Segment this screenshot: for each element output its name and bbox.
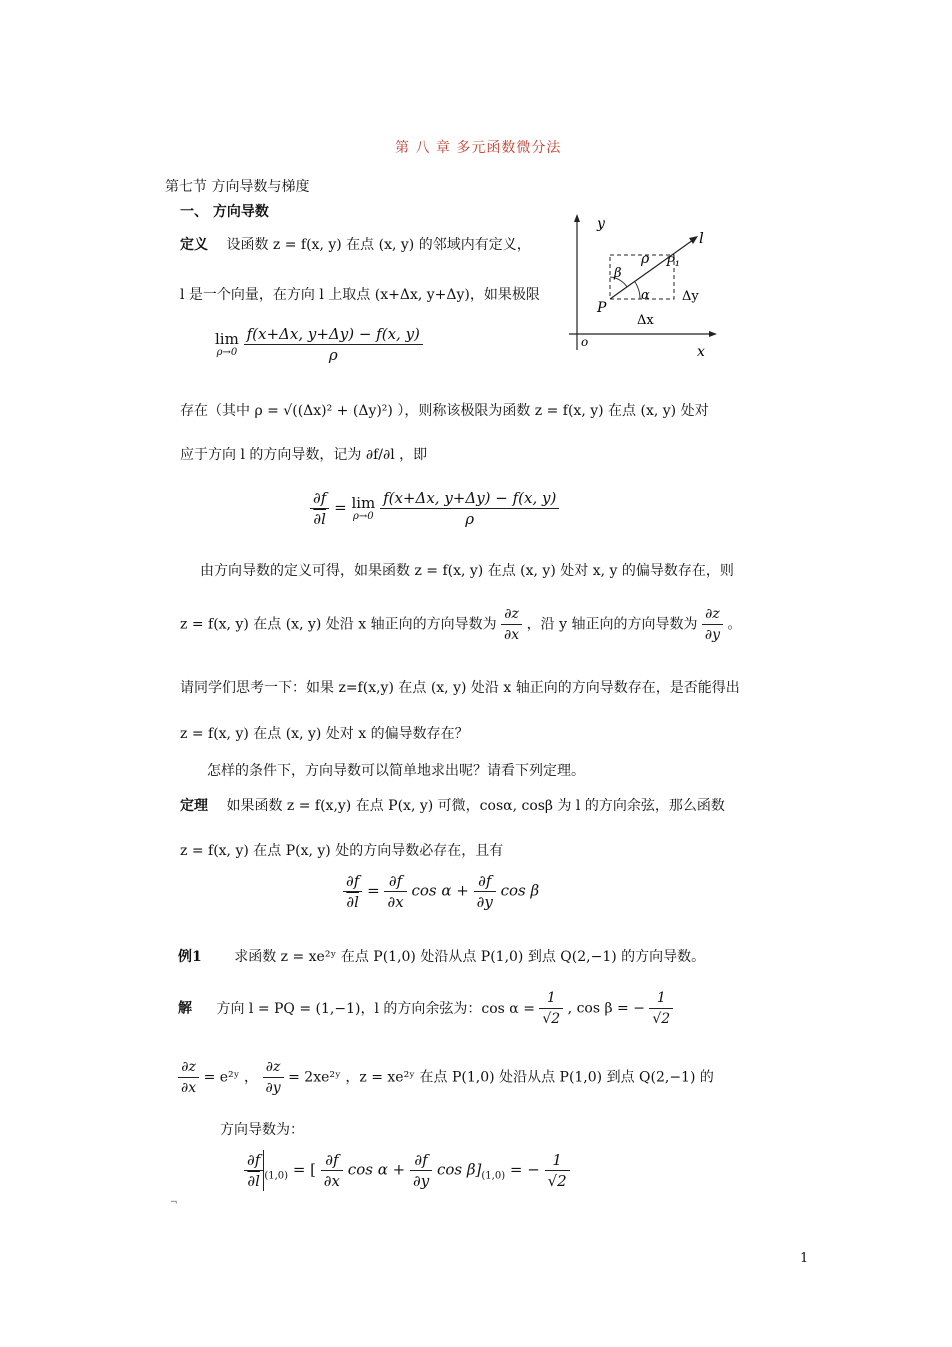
paragraph-4: z = f(x, y) 在点 (x, y) 处对 x 的偏导数存在？ xyxy=(180,726,469,742)
theorem-formula: $\frac{\partial f}{\partial l}$ = $\frac{\partial f}{\partial x}$ cos α + $\frac{\partial f}{\partial y}$ cos β xyxy=(343,871,539,912)
section-title: 第七节 方向导数与梯度 xyxy=(165,179,310,195)
label-x: x xyxy=(697,344,705,360)
definition-label: 定义 xyxy=(180,237,208,253)
limit-operator: lim ρ→0 xyxy=(215,330,239,358)
directional-derivative-definition: $\frac{\partial f}{\partial l}$ = lim ρ→0 $\frac{f(x+\Delta x, y+\Delta y) - f(x, y)}{\rho}$ xyxy=(310,488,559,529)
example-1: 例1 求函数 z = xe²ʸ 在点 P(1,0) 处沿从点 P(1,0) 到点 Q(2,−1) 的方向导数。 xyxy=(178,949,706,965)
paragraph-mark: ¬ xyxy=(170,1198,178,1208)
definition-line4: 应于方向 l 的方向导数，记为 ∂f/∂l ，即 xyxy=(180,447,428,463)
direction-diagram xyxy=(565,210,725,360)
label-dy: Δy xyxy=(682,289,699,304)
solution-label: 解 xyxy=(178,1000,192,1017)
solution-line1: 解 方向 l = PQ = (1,−1)，l 的方向余弦为：cos α = $\frac{1}{√2}$ , cos β = − $\frac{1}{√2}$ xyxy=(178,988,673,1029)
theorem-line1: 定理 如果函数 z = f(x,y) 在点 P(x, y) 可微，cosα, cosβ 为 l 的方向余弦，那么函数 xyxy=(180,798,725,814)
definition-limit xyxy=(215,324,423,365)
vector-l-line xyxy=(610,240,693,299)
definition-line1: 定义 设函数 z = f(x, y) 在点 (x, y) 的邻域内有定义， xyxy=(180,237,531,253)
label-beta: β xyxy=(614,266,622,281)
x-axis-arrow-icon xyxy=(709,331,717,337)
subsection-title: 一、 方向导数 xyxy=(180,204,269,220)
solution-final-formula: $\frac{\partial f}{\partial l}$ $_{(1,0)}$ = [ $\frac{\partial f}{\partial x}$ cos α + $\frac{\partial f}{\partial y}$ $\cos \beta]_{(1,0)}$ = − $\frac{1}{√2}$ xyxy=(244,1150,570,1191)
label-dx: Δx xyxy=(637,313,654,328)
label-p: P xyxy=(597,300,607,316)
solution-line2: $\frac{\partial z}{\partial x}$ = e²ʸ ， $\frac{\partial z}{\partial y}$ = 2xe²ʸ ，z = xe²ʸ 在点 P(1,0) 处沿从点 P(1,0) 到点 Q(2,−1) 的 xyxy=(178,1057,714,1098)
label-l: l xyxy=(699,229,704,247)
solution-line3: 方向导数为： xyxy=(220,1122,304,1138)
y-axis-arrow-icon xyxy=(574,214,580,222)
definition-line2: l 是一个向量，在方向 l 上取点 (x+Δx, y+Δy)，如果极限 xyxy=(180,287,540,303)
vector-l-arrow-icon xyxy=(689,236,698,244)
example-label: 例1 xyxy=(178,949,202,965)
paragraph-5: 怎样的条件下，方向导数可以简单地求出呢？请看下列定理。 xyxy=(207,763,585,779)
chapter-title: 第 八 章 多元函数微分法 xyxy=(395,140,562,156)
label-y: y xyxy=(597,216,605,232)
paragraph-2: z = f(x, y) 在点 (x, y) 处沿 x 轴正向的方向导数为 $\frac{\partial z}{\partial x}$ ，沿 y 轴正向的方向导数为 $\frac{\partial z}{\partial y}$ 。 xyxy=(180,606,742,643)
label-rho: ρ xyxy=(641,251,650,267)
label-p1: P₁ xyxy=(666,255,680,270)
limit-fraction: $\frac{f(x+\Delta x, y+\Delta y) - f(x, y)}{\rho}$ xyxy=(244,324,423,365)
paragraph-3: 请同学们思考一下：如果 z=f(x,y) 在点 (x, y) 处沿 x 轴正向的方向导数存在，是否能得出 xyxy=(180,680,740,696)
page-number: 1 xyxy=(800,1251,809,1266)
paragraph-1: 由方向导数的定义可得，如果函数 z = f(x, y) 在点 (x, y) 处对 x, y 的偏导数存在，则 xyxy=(200,563,734,579)
theorem-line2: z = f(x, y) 在点 P(x, y) 处的方向导数必存在，且有 xyxy=(180,843,504,859)
definition-line3: 存在（其中 ρ = √((Δx)² + (Δy)²) ），则称该极限为函数 z = f(x, y) 在点 (x, y) 处对 xyxy=(180,403,709,419)
alpha-arc xyxy=(635,282,640,299)
label-alpha: α xyxy=(641,288,650,303)
theorem-label: 定理 xyxy=(180,798,208,814)
label-origin: o xyxy=(581,335,589,349)
